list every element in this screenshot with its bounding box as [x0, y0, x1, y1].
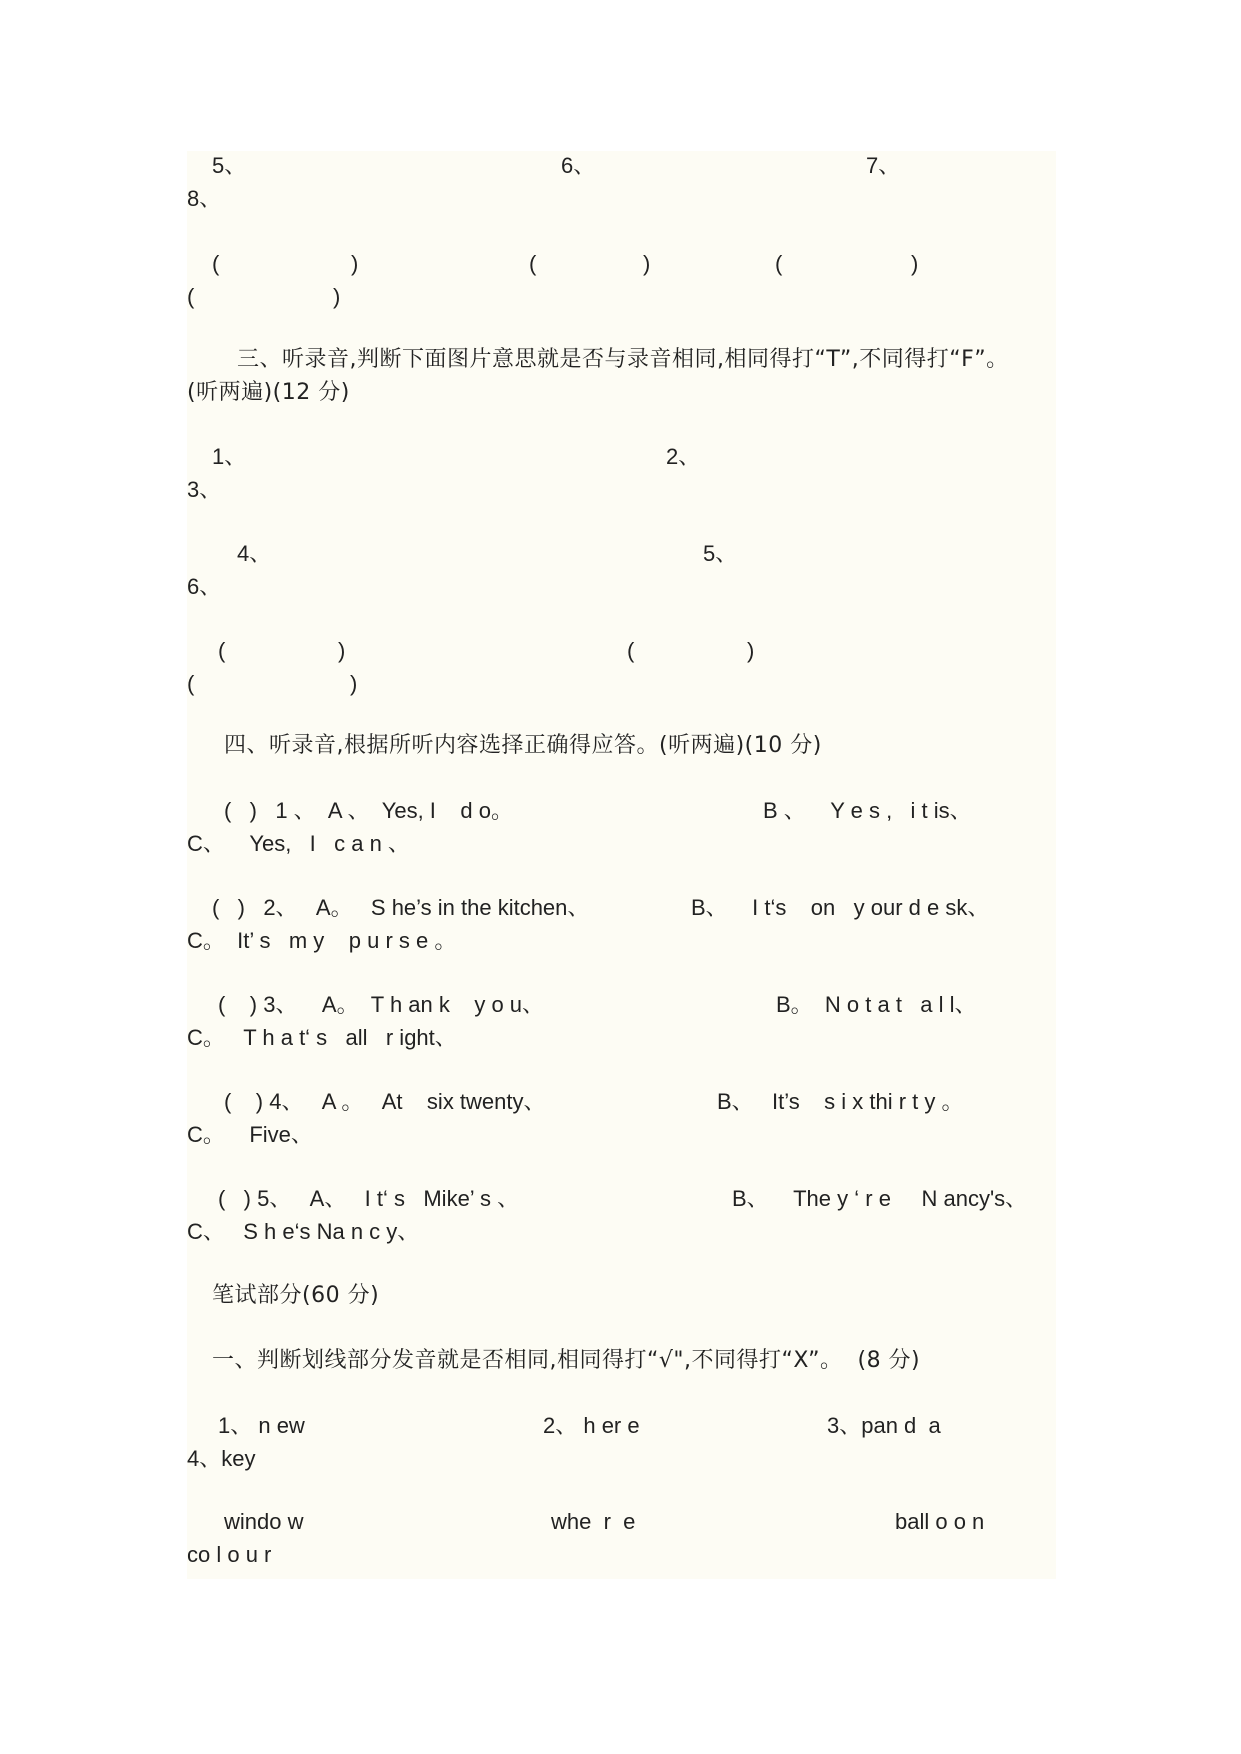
item-number-7: 7、: [866, 153, 901, 178]
answer-paren-open: (: [529, 251, 537, 276]
answer-paren-open: (: [187, 284, 195, 309]
item-number-8: 8、: [187, 186, 222, 211]
written-section1-heading: 一、判断划线部分发音就是否相同,相同得打“√",不同得打“X”。 (8 分): [212, 1348, 921, 1373]
word-compare-3: ball o o n: [895, 1509, 985, 1534]
item-number-2: 2、: [666, 444, 701, 469]
section4-heading: 四、听录音,根据所听内容选择正确得应答。(听两遍)(10 分): [224, 733, 822, 758]
word-compare-2: whe r e: [551, 1509, 636, 1534]
answer-paren-open: (: [775, 251, 783, 276]
item-number-5: 5、: [212, 153, 247, 178]
question-1-option-c: C、 Yes, I c a n 、: [187, 831, 410, 856]
question-3-option-c: C。 T h a t‘ s all r ight、: [187, 1025, 457, 1050]
answer-paren-close: ): [643, 251, 651, 276]
word-compare-4: co l o u r: [187, 1542, 272, 1567]
answer-paren-close: ): [747, 638, 755, 663]
item-number-6: 6、: [561, 153, 596, 178]
answer-paren-open: (: [212, 251, 220, 276]
item-number-4: 4、: [237, 541, 272, 566]
question-5-option-c: C、 S h e‘s Na n c y、: [187, 1219, 420, 1244]
question-4-option-a: ( ) 4、 A 。 At six twenty、: [224, 1089, 546, 1114]
word-4: 4、key: [187, 1446, 256, 1471]
question-5-option-a: ( ) 5、 A、 I t‘ s Mike’ s 、: [218, 1186, 520, 1211]
question-4-option-b: B、 It’s s i x thi r t y 。: [717, 1089, 964, 1114]
item-number-6: 6、: [187, 574, 222, 599]
word-3: 3、pan d a: [827, 1413, 941, 1438]
item-number-3: 3、: [187, 477, 222, 502]
question-2-option-b: B、 I t‘s on y our d e sk、: [691, 895, 990, 920]
answer-paren-close: ): [351, 251, 359, 276]
item-number-1: 1、: [212, 444, 247, 469]
question-5-option-b: B、 The y ‘ r e N ancy's、: [732, 1186, 1028, 1211]
question-2-option-c: C。 It’ s m y p u r s e 。: [187, 928, 457, 953]
word-1: 1、 n ew: [218, 1413, 305, 1438]
answer-paren-open: (: [627, 638, 635, 663]
item-number-5: 5、: [703, 541, 738, 566]
answer-paren-open: (: [218, 638, 226, 663]
question-1-option-b: B 、 Y e s , i t is、: [763, 798, 972, 823]
answer-paren-close: ): [338, 638, 346, 663]
question-2-option-a: ( ) 2、 A。 S he’s in the kitchen、: [212, 895, 590, 920]
word-compare-1: windo w: [224, 1509, 304, 1534]
answer-paren-open: (: [187, 671, 195, 696]
section3-heading: 三、听录音,判断下面图片意思就是否与录音相同,相同得打“T”,不同得打“F”。: [237, 347, 1009, 372]
word-2: 2、 h er e: [543, 1413, 640, 1438]
question-1-option-a: ( ) 1 、 A 、 Yes, I d o。: [224, 798, 513, 823]
answer-paren-close: ): [350, 671, 358, 696]
question-3-option-a: ( ) 3、 A。 T h an k y o u、: [218, 992, 545, 1017]
question-4-option-c: C。 Five、: [187, 1122, 313, 1147]
section3-heading-tail: (听两遍)(12 分): [187, 380, 350, 405]
answer-paren-close: ): [333, 284, 341, 309]
question-3-option-b: B。 N o t a t a l l、: [776, 992, 977, 1017]
answer-paren-close: ): [911, 251, 919, 276]
written-part-title: 笔试部分(60 分): [212, 1283, 380, 1308]
